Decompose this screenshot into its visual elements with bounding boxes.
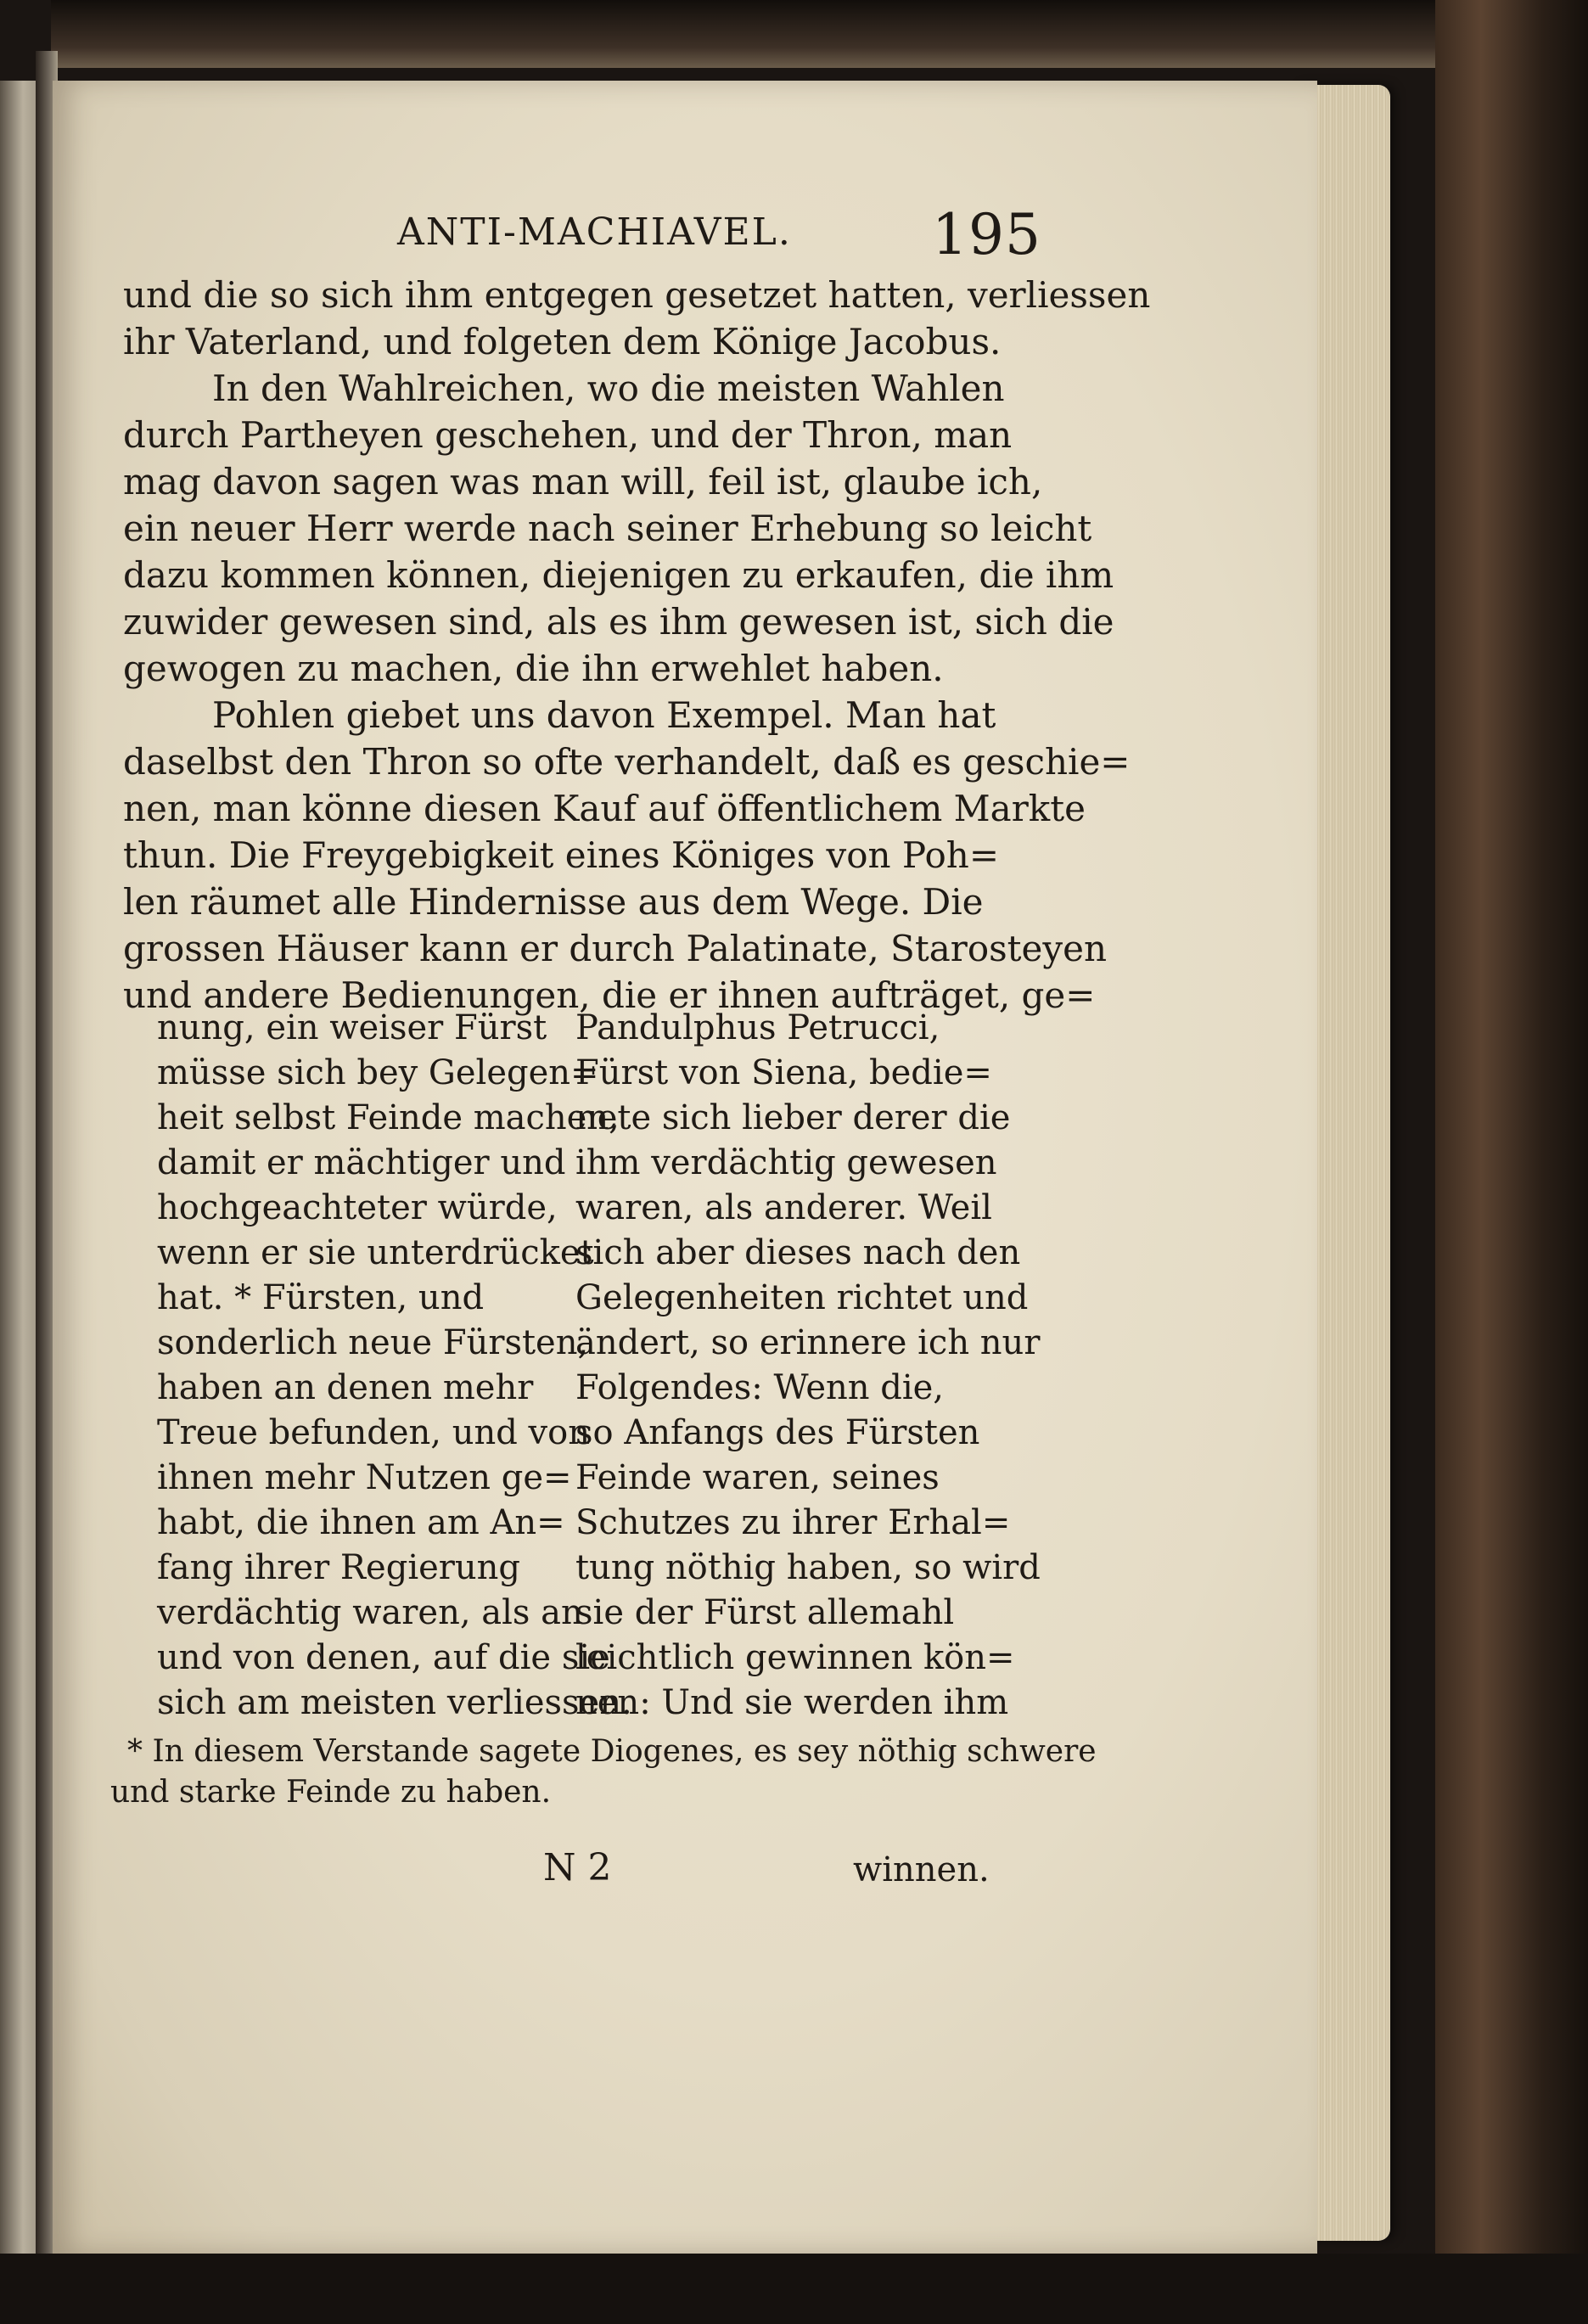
book-cover-right xyxy=(1435,0,1588,2324)
column-line: sonderlich neue Fürsten, xyxy=(157,1323,589,1362)
text-line: len räumet alle Hindernisse aus dem Wege. Die xyxy=(123,881,984,923)
text-line: nen, man könne diesen Kauf auf öffentlichem Markte xyxy=(123,788,1086,829)
signature-mark: N 2 xyxy=(543,1846,612,1889)
text-line: zuwider gewesen sind, als es ihm gewesen ist, sich die xyxy=(123,601,1114,643)
column-line: hat. * Fürsten, und xyxy=(157,1278,485,1317)
column-line: habt, die ihnen am An= xyxy=(157,1503,565,1542)
text-line: dazu kommen können, diejenigen zu erkaufen, die ihm xyxy=(123,554,1114,596)
text-line: Pohlen giebet uns davon Exempel. Man hat xyxy=(212,694,996,736)
column-line: damit er mächtiger und xyxy=(157,1143,566,1182)
page-number: 195 xyxy=(932,202,1041,267)
column-line: hochgeachteter würde, xyxy=(157,1188,558,1227)
running-title: ANTI-MACHIAVEL. xyxy=(397,211,792,254)
text-line: ihr Vaterland, und folgeten dem Könige Jacobus. xyxy=(123,321,1002,362)
column-line: Treue befunden, und von xyxy=(157,1413,590,1452)
column-line: Gelegenheiten richtet und xyxy=(575,1278,1029,1317)
column-line: ihm verdächtig gewesen xyxy=(575,1143,997,1182)
column-line: Fürst von Siena, bedie= xyxy=(575,1053,992,1092)
column-line: sich aber dieses nach den xyxy=(575,1233,1021,1272)
column-line: verdächtig waren, als an xyxy=(157,1593,583,1632)
column-line: sich am meisten verliessen. xyxy=(157,1683,632,1722)
column-line: tung nöthig haben, so wird xyxy=(575,1548,1041,1587)
footnote-line: und starke Feinde zu haben. xyxy=(110,1775,552,1810)
text-line: gewogen zu machen, die ihn erwehlet haben. xyxy=(123,648,944,689)
column-line: müsse sich bey Gelegen= xyxy=(157,1053,599,1092)
column-line: Pandulphus Petrucci, xyxy=(575,1008,940,1047)
column-line: fang ihrer Regierung xyxy=(157,1548,521,1587)
column-line: waren, als anderer. Weil xyxy=(575,1188,992,1227)
catchword: winnen. xyxy=(853,1850,990,1889)
column-line: Feinde waren, seines xyxy=(575,1458,940,1497)
text-line: und die so sich ihm entgegen gesetzet hatten, verliessen xyxy=(123,274,1151,316)
text-line: grossen Häuser kann er durch Palatinate, Starosteyen xyxy=(123,928,1108,969)
footnote-line: * In diesem Verstande sagete Diogenes, es sey nöthig schwere xyxy=(127,1734,1097,1769)
column-line: Schutzes zu ihrer Erhal= xyxy=(575,1503,1011,1542)
column-line: nung, ein weiser Fürst xyxy=(157,1008,547,1047)
text-line: In den Wahlreichen, wo die meisten Wahlen xyxy=(212,368,1005,409)
column-line: ändert, so erinnere ich nur xyxy=(575,1323,1041,1362)
column-line: leichtlich gewinnen kön= xyxy=(575,1638,1015,1677)
column-line: Folgendes: Wenn die, xyxy=(575,1368,945,1407)
text-line: durch Partheyen geschehen, und der Thron, man xyxy=(123,414,1013,456)
column-line: nete sich lieber derer die xyxy=(575,1098,1011,1137)
column-line: ihnen mehr Nutzen ge= xyxy=(157,1458,572,1497)
column-line: haben an denen mehr xyxy=(157,1368,534,1407)
text-line: daselbst den Thron so ofte verhandelt, daß es geschie= xyxy=(123,741,1131,783)
text-line: mag davon sagen was man will, feil ist, glaube ich, xyxy=(123,461,1043,502)
column-line: wenn er sie unterdrücket xyxy=(157,1233,594,1272)
text-line: und andere Bedienungen, die er ihnen aufträget, ge= xyxy=(123,974,1096,1016)
text-line: thun. Die Freygebigkeit eines Königes von Poh= xyxy=(123,834,1000,876)
column-line: heit selbst Feinde machen, xyxy=(157,1098,620,1137)
book-cover-top xyxy=(51,0,1588,68)
column-line: sie der Fürst allemahl xyxy=(575,1593,955,1632)
column-line: und von denen, auf die sie xyxy=(157,1638,610,1677)
text-line: ein neuer Herr werde nach seiner Erhebung so leicht xyxy=(123,508,1092,549)
background-bottom xyxy=(0,2254,1588,2324)
column-line: so Anfangs des Fürsten xyxy=(575,1413,980,1452)
column-line: nen: Und sie werden ihm xyxy=(575,1683,1009,1722)
